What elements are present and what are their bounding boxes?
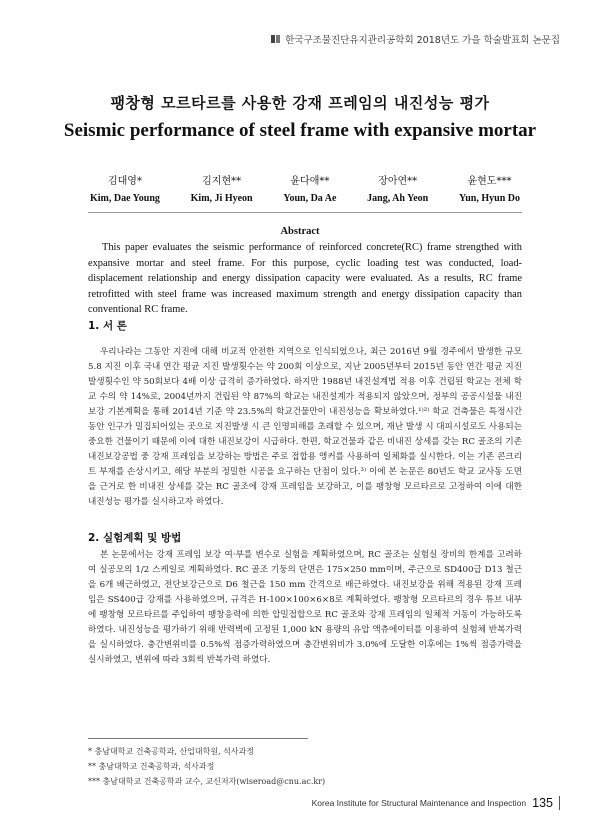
page-number: 135 [532, 796, 553, 810]
author-name-english: Jang, Ah Yeon [367, 193, 429, 204]
section-heading-introduction: 1. 서 론 [88, 320, 127, 332]
author-name-korean: 윤다애** [290, 176, 330, 187]
author-1 [90, 172, 160, 204]
title-english: Seismic performance of steel frame with expansive mortar [63, 120, 537, 141]
abstract-text: This paper evaluates the seismic performance of reinforced concrete(RC) frame strengthed with expansive mortar and steel frame. For this purpose, cyclic loading test was conducted, load-displacement relationship and energy dissipation capacity were evaluated. As a results, RC frame retrofitted with steel frame was increased maximum strength and energy dissipation capacity than conventional RC frame. [88, 242, 522, 316]
footer-organization: Korea Institute for Structural Maintenance and Inspection [311, 798, 527, 808]
author-name-korean: 장아연** [378, 176, 418, 187]
author-4 [367, 172, 428, 204]
footnote-divider [88, 738, 308, 739]
footnotes [88, 744, 325, 789]
section-body-introduction [88, 345, 522, 510]
title-korean: 팽창형 모르타르를 사용한 강재 프레임의 내진성능 평가 [110, 94, 490, 112]
author-list [90, 172, 520, 204]
section-heading-methods: 2. 실험계획 및 방법 [88, 532, 182, 544]
author-name-korean: 윤현도*** [467, 176, 512, 187]
journal-header [271, 32, 560, 46]
author-name-english: Yun, Hyun Do [458, 193, 520, 204]
footnote-2: ** 충남대학교 건축공학과, 석사과정 [88, 762, 215, 771]
author-name-korean: 김대영* [107, 176, 142, 187]
author-2 [191, 172, 253, 204]
author-name-english: Kim, Dae Young [90, 193, 160, 204]
book-icon [271, 34, 281, 44]
journal-header-text: 한국구조물진단유지관리공학회 2018년도 가을 학술발표회 논문집 [285, 35, 560, 46]
abstract-body [88, 240, 522, 318]
paragraph: 본 논문에서는 강재 프레임 보강 여·부를 변수로 실험을 계획하였으며, RC 골조는 실험실 장비의 한계를 고려하여 실공모의 1/2 스케일로 계획하였다. RC 골조 기둥의 단면은 175×250 mm이며, 주근으로 SD400급 D13 철근을 6개 배근하였고, 전단보강근으로 D6 철근을 150 mm 간격으로 배근하였다. 내진보강을 위해 적용된 강재 프레임은 SS400급 강재를 사용하였으며, 규격은 H-100×100×6×8로 계획하였다. 팽창형 모르타르의 경우 튜브 내부에 팽창형 모르타르를 주입하여 팽창응력에 의한 압밀접합으로 RC 골조와 강재 프레임의 일체적 거동이 가능하도록 하였다. 내진성능을 평가하기 위해 반력벽에 고정된 1,000 kN 용량의 유압 액츄에이터를 이용하여 실험체 반복가력을 실시하였다. 충간변위비를 0.5%씩 점증가력하였으며 충간변위비가 3.0%에 도달한 이후에는 1%씩 점증가력을 실시하였고, 변위에 따라 3회씩 반복가력 하였다. [88, 550, 522, 665]
author-5 [459, 172, 520, 204]
author-name-english: Kim, Ji Hyeon [190, 193, 253, 204]
author-name-english: Youn, Da Ae [283, 193, 337, 204]
footer-bar [559, 796, 560, 810]
abstract-heading: Abstract [280, 226, 320, 237]
footnote-3: *** 충남대학교 건축공학과 교수, 교신저자(wiseroad@cnu.ac.kr) [88, 777, 326, 786]
author-name-korean: 김지현** [202, 176, 242, 187]
footnote-1: * 충남대학교 건축공학과, 산업대학원, 석사과정 [88, 747, 255, 756]
author-3 [283, 172, 336, 204]
paragraph: 우리나라는 그동안 지진에 대해 비교적 안전한 지역으로 인식되었으나, 최근 2016년 9월 경주에서 발생한 규모 5.8 지진 이후 국내 연간 평균 지진 발생횟수는 약 200회 이상으로, 지난 2005년부터 2015년 동안 연간 평균 지진 발생횟수인 약 50회보다 4배 이상 급격히 증가하였다. 하지만 1988년 내진설계법 적용 이후 건립된 학교는 전체 학교 수의 약 14%로, 2004년까지 건립된 약 87%의 학교는 내진설계가 적용되지 않았으며, 정부의 공공시설물 내진보강 기본계획을 통해 2014년 기준 약 23.5%의 학교건물만이 내진성능을 확보하였다.¹⁾²⁾ 학교 건축물은 특정시간동안 인구가 밀집되어있는 곳으로 지진발생 시 큰 인명피해를 초래할 수 있으며, 재난 발생 시 대피시설로도 사용되는 중요한 건물이기 때문에 이에 대한 내진보강이 시급하다. 한편, 학교건물과 같은 비내진 상세를 갖는 RC 골조의 기존 내진보강공법 중 강재 프레임을 보강하는 방법은 주로 접합용 앵커를 사용하여 일체화를 실시한다. 이는 기존 콘크리트 부재를 손상시키고, 해당 부분의 정밀한 시공을 요구하는 단점이 있다.³⁾ 이에 본 논문은 80년도 학교 교사동 도면을 근거로 한 비내진 상세를 갖는 RC 골조에 강재 프레임을 보강하고, 이를 팽창형 모르타르로 고정하여 이에 대한 내진성능 평가를 실시하고자 하였다. [88, 347, 522, 507]
page-footer [312, 796, 560, 810]
author-divider [88, 212, 522, 213]
section-body-methods [88, 548, 522, 668]
